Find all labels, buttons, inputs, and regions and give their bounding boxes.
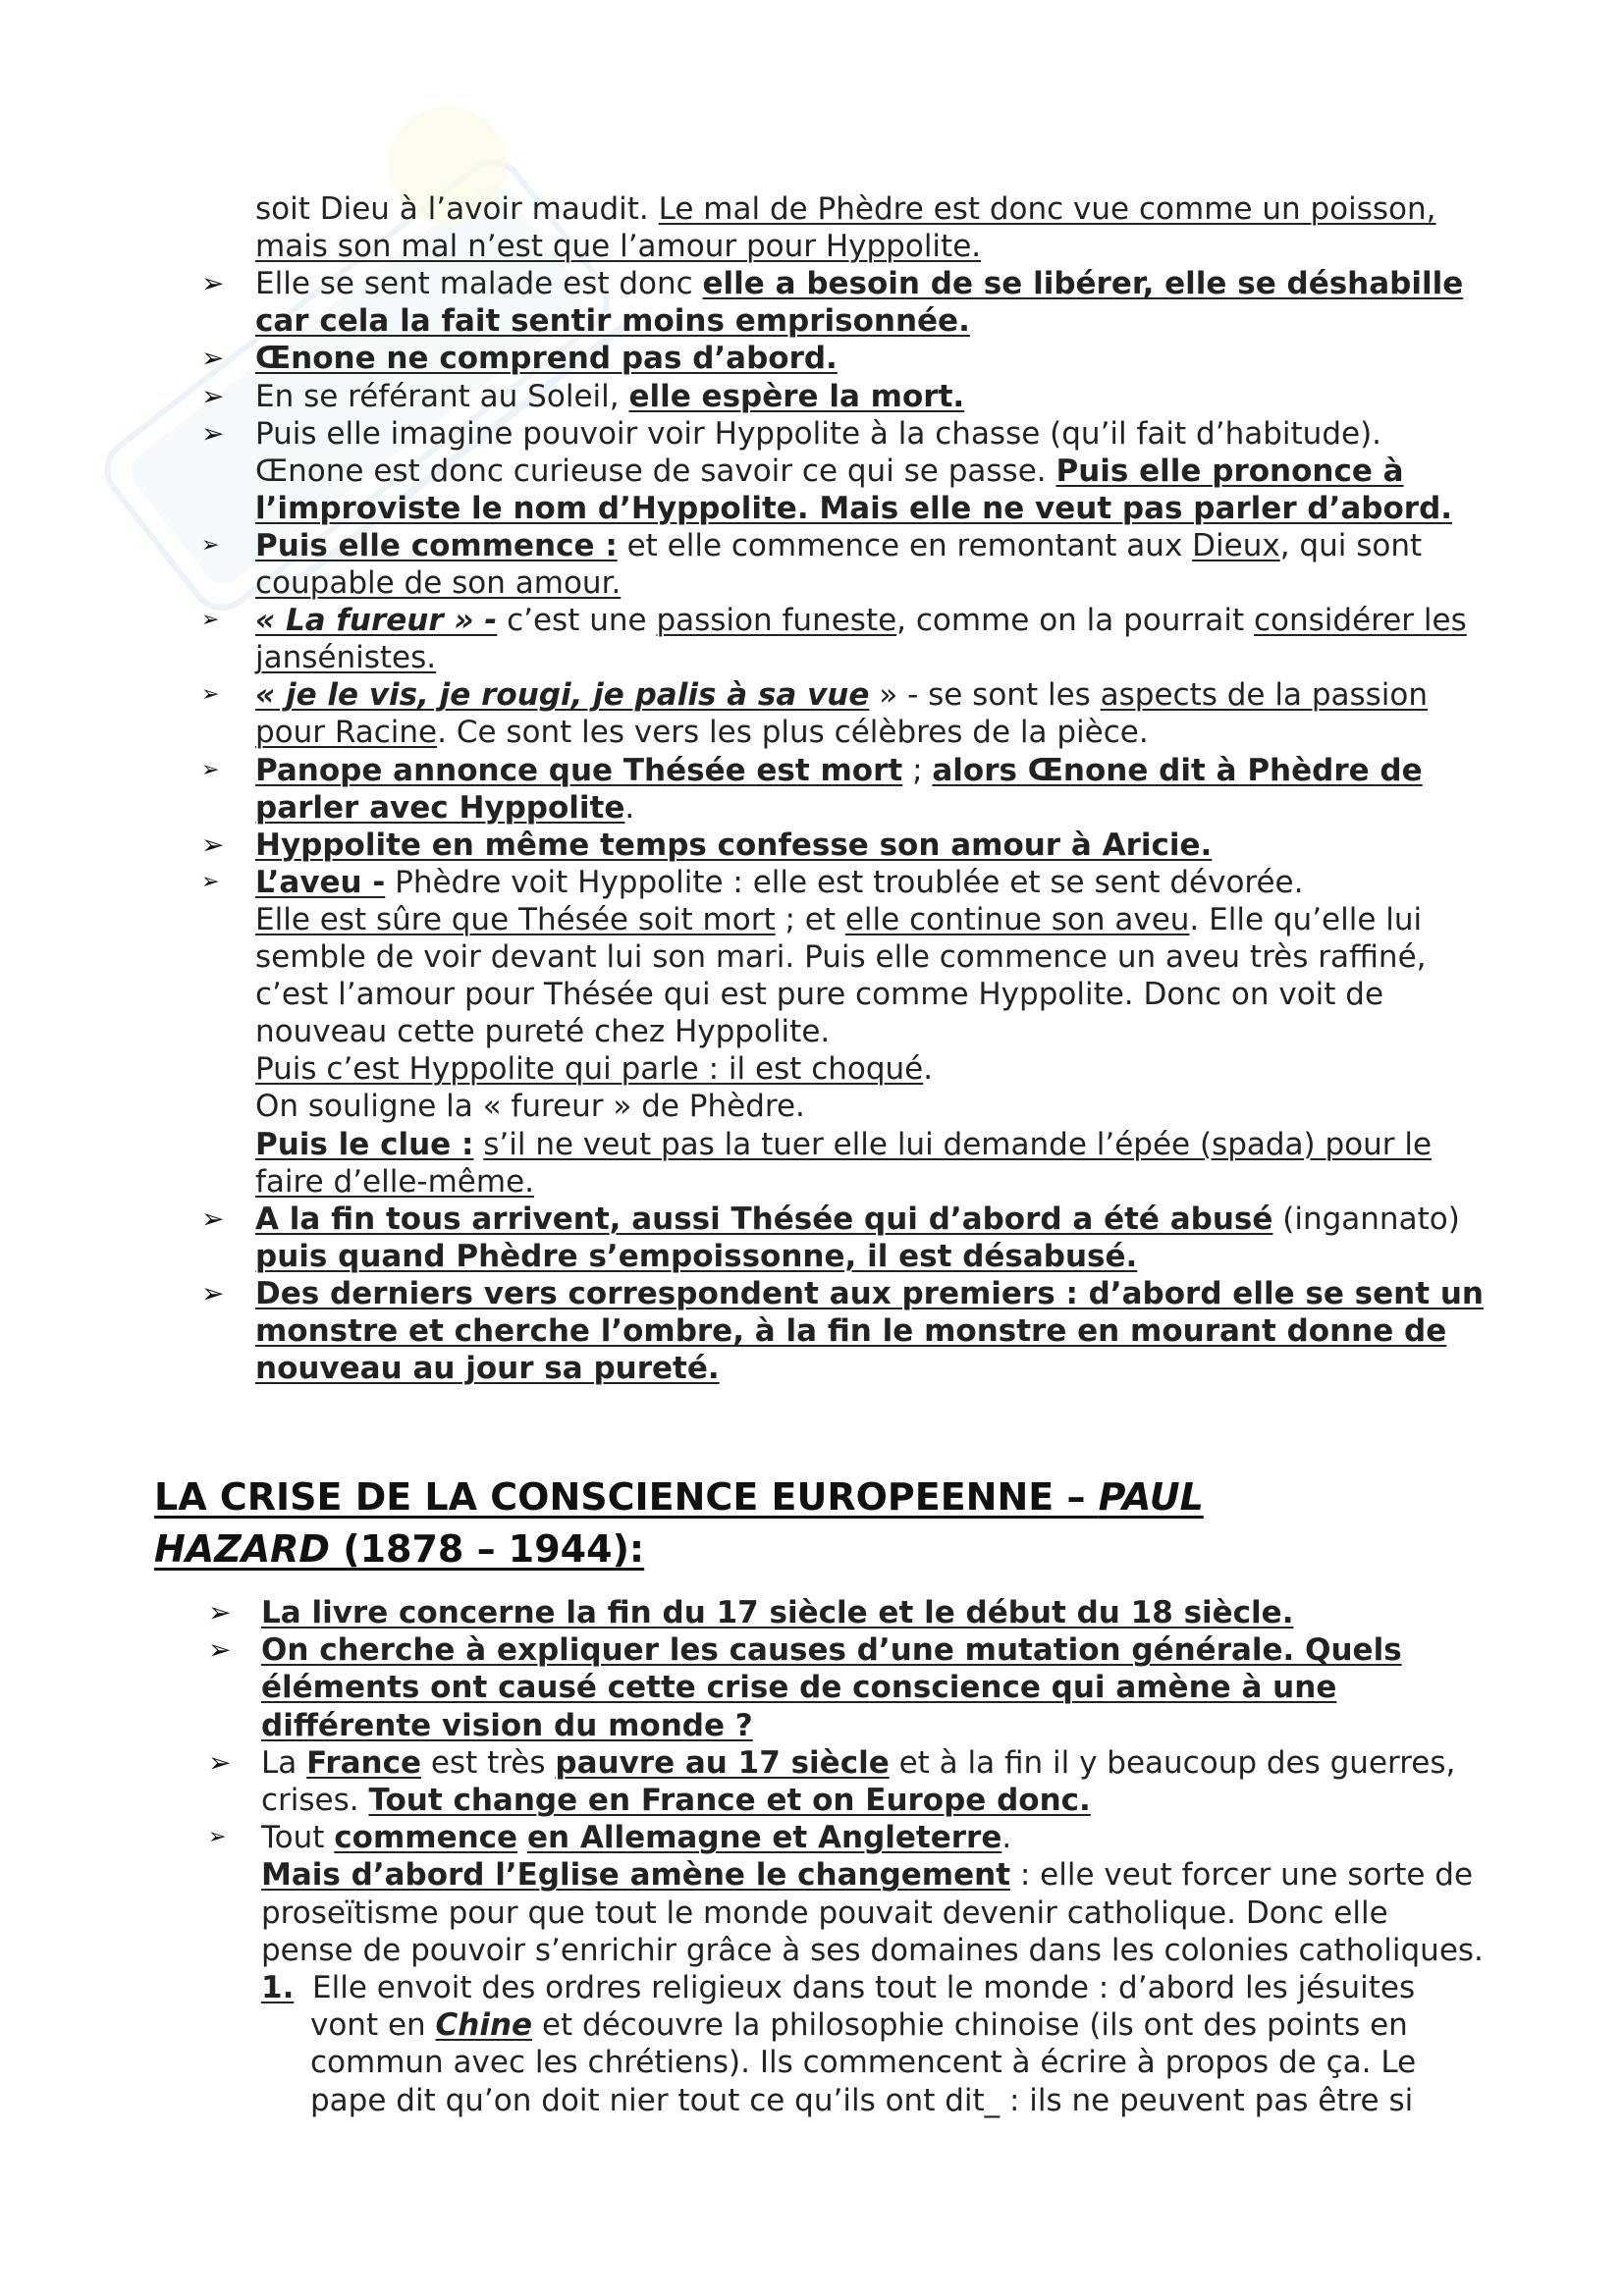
text-span: l’improviste le nom d’Hyppolite. Mais elle ne veut pas parler d’abord. [255, 490, 1453, 526]
text-span: Hyppolite en même temps confesse son amour à Aricie. [255, 827, 1213, 863]
text-span: En se référant au Soleil, [255, 378, 629, 414]
text-span: soit Dieu à l’avoir maudit. [255, 191, 659, 227]
text-span: considérer les [1254, 603, 1467, 639]
text-span: commence [334, 1820, 518, 1856]
text-line [255, 714, 1149, 751]
section-title-line1: LA CRISE DE LA CONSCIENCE EUROPEENNE – [154, 1475, 1099, 1519]
text-span: Œnone est donc curieuse de savoir ce qui se passe. [255, 453, 1056, 489]
text-span: pour Racine [255, 715, 438, 751]
section-title-author-first: PAUL [1098, 1475, 1204, 1519]
text-line [255, 415, 1381, 453]
arrow-bullet-icon: ➢ [208, 1596, 232, 1629]
text-line [255, 490, 1452, 527]
text-span: en Allemagne et Angleterre [526, 1820, 1002, 1856]
section-title-dates: (1878 – 1944): [329, 1527, 645, 1571]
text-span: Elle se sent malade est donc [255, 266, 703, 302]
text-span: Puis elle commence : [255, 527, 618, 563]
text-span: proseïtisme pour que tout le monde pouvait devenir catholique. Donc elle [261, 1895, 1388, 1931]
text-line [255, 378, 964, 415]
text-span: car cela la fait sentir moins emprisonnée. [255, 303, 970, 340]
arrow-bullet-icon: ➢ [201, 342, 225, 375]
text-span: . [1001, 1820, 1012, 1856]
section-title-continued [154, 1524, 644, 1574]
text-span [517, 1820, 527, 1855]
arrow-bullet-icon: ➢ [201, 869, 220, 894]
text-line [261, 1631, 1402, 1669]
text-span: monstre et cherche l’ombre, à la fin le monstre en mourant donne de [255, 1313, 1447, 1349]
text-span: Puis elle prononce à [1055, 453, 1404, 489]
text-span: La [261, 1744, 307, 1781]
text-line [261, 1819, 1011, 1856]
text-span: vont en [310, 2007, 436, 2044]
numbered-text-line [310, 2006, 1408, 2044]
text-span: jansénistes. [255, 640, 437, 676]
arrow-bullet-icon: ➢ [201, 379, 225, 412]
text-line [255, 1275, 1484, 1312]
arrow-bullet-icon: ➢ [208, 1633, 232, 1667]
text-line [261, 1707, 753, 1744]
text-line [255, 1013, 830, 1050]
text-span: , comme on la pourrait [896, 603, 1254, 639]
text-span: (ingannato) [1272, 1201, 1460, 1237]
text-span: nouveau cette pureté chez Hyppolite. [255, 1014, 831, 1050]
text-line [255, 1350, 720, 1387]
arrow-bullet-icon: ➢ [201, 416, 225, 450]
text-line [261, 1669, 1336, 1706]
text-span: « La fureur » - [255, 603, 498, 639]
text-span: est très [421, 1744, 556, 1781]
arrow-bullet-icon: ➢ [201, 532, 220, 558]
text-span: elle a besoin de se libérer, elle se déshabille [702, 266, 1464, 302]
text-span: . Ce sont les vers les plus célèbres de la pièce. [437, 715, 1149, 751]
text-line [255, 265, 1463, 302]
text-line [255, 789, 634, 827]
arrow-bullet-icon: ➢ [201, 757, 220, 782]
text-span: pense de pouvoir s’enrichir grâce à ses domaines dans les colonies catholiques. [261, 1932, 1484, 1968]
arrow-bullet-icon: ➢ [201, 608, 220, 633]
text-line [255, 1050, 933, 1088]
text-line [255, 190, 1436, 228]
text-span: pape dit qu’on doit nier tout ce qu’ils ont dit_ : ils ne peuvent pas être si [310, 2082, 1414, 2118]
text-span: elle espère la mort. [628, 378, 965, 414]
text-span: Chine [435, 2007, 533, 2044]
arrow-bullet-icon: ➢ [201, 682, 220, 708]
text-span: éléments ont causé cette crise de conscience qui amène à une [261, 1670, 1337, 1706]
text-span: ; [902, 752, 933, 788]
text-line [255, 1238, 1137, 1275]
text-span: On cherche à expliquer les causes d’une mutation générale. Quels [261, 1632, 1402, 1669]
text-span: Tout change en France et on Europe donc. [368, 1783, 1091, 1818]
text-span: A la fin tous arrivent, aussi Thésée qui d’abord a été abusé [255, 1201, 1273, 1237]
text-line [255, 827, 1212, 864]
text-span: et découvre la philosophie chinoise (ils ont des points en [532, 2007, 1408, 2044]
text-span: , qui sont [1279, 527, 1423, 563]
text-line [255, 639, 436, 676]
text-span: « je le vis, je rougi, je palis à sa vue [255, 677, 870, 714]
text-span: mais son mal n’est que l’amour pour Hyppolite. [255, 229, 982, 265]
text-line [255, 1088, 805, 1125]
text-line [261, 1856, 1473, 1894]
text-line [255, 1126, 1432, 1163]
numbered-text-line [310, 2082, 1413, 2119]
text-span: Elle est sûre que Thésée soit mort [255, 901, 776, 937]
text-span: Panope annonce que Thésée est mort [255, 752, 903, 788]
arrow-bullet-icon: ➢ [201, 828, 225, 861]
numbered-text-line [312, 1969, 1415, 2006]
text-line [255, 453, 1404, 490]
text-span: puis quand Phèdre s’empoissonne, il est désabusé. [255, 1238, 1138, 1274]
text-line [255, 302, 970, 340]
text-span: . Elle qu’elle lui [1189, 901, 1423, 937]
text-line [255, 228, 981, 265]
arrow-bullet-icon: ➢ [201, 1276, 225, 1309]
text-span: Des derniers vers correspondent aux premiers : d’abord elle se sent un [255, 1275, 1484, 1311]
text-span: . [923, 1051, 934, 1088]
text-span: aspects de la passion [1100, 677, 1429, 714]
text-span: » - se sont les [869, 677, 1101, 714]
text-span: Tout [261, 1820, 335, 1856]
text-span: Le mal de Phèdre est donc vue comme un poisson, [658, 191, 1436, 227]
text-line [261, 1895, 1388, 1932]
text-line [261, 1594, 1294, 1631]
text-span: elle continue son aveu [844, 901, 1190, 937]
text-line [255, 1201, 1460, 1238]
text-span: pauvre au 17 siècle [555, 1744, 890, 1781]
text-span: différente vision du monde ? [261, 1707, 753, 1743]
section-title [154, 1472, 1204, 1522]
text-line [255, 901, 1422, 938]
text-span: c’est l’amour pour Thésée qui est pure comme Hyppolite. Donc on voit de [255, 977, 1384, 1013]
text-line [255, 752, 1423, 789]
text-line [255, 1163, 534, 1201]
text-line [255, 676, 1428, 714]
numbered-text-line [310, 2044, 1416, 2081]
text-span: On souligne la « fureur » de Phèdre. [255, 1089, 805, 1125]
text-span: Dieux [1192, 527, 1280, 563]
text-span: et elle commence en remontant aux [617, 527, 1193, 563]
text-span: nouveau au jour sa pureté. [255, 1351, 720, 1387]
text-span: . [624, 789, 635, 826]
text-line [261, 1932, 1484, 1969]
text-line [255, 976, 1383, 1013]
text-span: crises. [261, 1783, 369, 1818]
text-span: : elle veut forcer une sorte de [1010, 1857, 1474, 1894]
text-span: faire d’elle-même. [255, 1163, 534, 1200]
list-number: 1. [261, 1970, 295, 2005]
text-span: Mais d’abord l’Eglise amène le changement [261, 1857, 1011, 1894]
text-span [473, 1127, 483, 1162]
text-span: commun avec les chrétiens). Ils commencent à écrire à propos de ça. Le [310, 2045, 1417, 2081]
text-span: L’aveu - [255, 864, 386, 900]
text-span: Puis elle imagine pouvoir voir Hyppolite à la chasse (qu’il fait d’habitude). [255, 415, 1382, 452]
arrow-bullet-icon: ➢ [201, 1201, 225, 1235]
arrow-bullet-icon: ➢ [201, 267, 225, 300]
text-span: coupable de son amour. [255, 565, 622, 601]
text-line [255, 340, 838, 377]
section-title-author-last: HAZARD [154, 1527, 330, 1571]
text-span: alors Œnone dit à Phèdre de [932, 752, 1423, 788]
text-line [255, 864, 1303, 901]
text-span: ; et [775, 901, 845, 937]
arrow-bullet-icon: ➢ [208, 1825, 227, 1850]
text-line [255, 564, 621, 602]
text-span: Phèdre voit Hyppolite : elle est troublée et se sent dévorée. [385, 864, 1304, 900]
text-span: et à la fin il y beaucoup des guerres, [889, 1744, 1456, 1781]
text-line [255, 938, 1427, 976]
text-span: France [306, 1744, 421, 1781]
text-span: Œnone ne comprend pas d’abord. [255, 341, 838, 377]
text-span: semble de voir devant lui son mari. Puis elle commence un aveu très raffiné, [255, 939, 1427, 975]
text-span: Puis le clue : [255, 1126, 474, 1162]
arrow-bullet-icon: ➢ [208, 1745, 232, 1779]
text-span: passion funeste [656, 603, 897, 639]
text-line [255, 1312, 1446, 1350]
text-span: parler avec Hyppolite [255, 789, 625, 826]
text-span: La livre concerne la fin du 17 siècle et le début du 18 siècle. [261, 1595, 1294, 1630]
text-line [255, 602, 1467, 639]
text-span: Elle envoit des ordres religieux dans tout le monde : d’abord les jésuites [312, 1970, 1416, 2005]
text-span: Puis c’est Hyppolite qui parle : il est choqué [255, 1051, 924, 1088]
text-span: c’est une [497, 603, 657, 639]
text-span: s’il ne veut pas la tuer elle lui demande l’épée (spada) pour le [483, 1126, 1433, 1162]
text-line [255, 527, 1422, 564]
text-line [261, 1782, 1091, 1819]
text-line [261, 1744, 1455, 1782]
